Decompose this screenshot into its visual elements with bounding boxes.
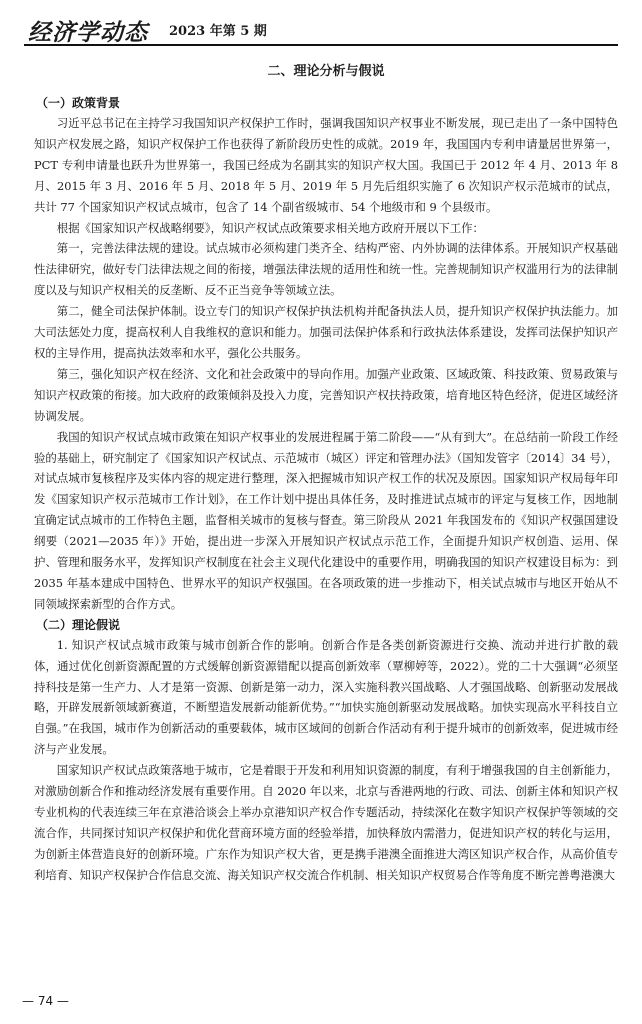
paragraph: 第三，强化知识产权在经济、文化和社会政策中的导向作用。加强产业政策、区域政策、科技政策、贸易政策与知识产权政策的衔接。加大政府的政策倾斜及投入力度，完善知识产权扶持政策，培育地区特色经济，促进区域经济协调发展。 (34, 366, 618, 423)
subsection-heading: （二）理论假说 (36, 617, 121, 632)
subsection-theoretical-hypothesis (34, 615, 618, 886)
paragraph: 1. 知识产权试点城市政策与城市创新合作的影响。创新合作是各类创新资源进行交换、流动并进行扩散的载体，通过优化创新资源配置的方式缓解创新资源错配以提高创新效率（覃柳婷等，2022）。党的二十大强调“必须坚持科技是第一生产力、人才是第一资源、创新是第一动力，深入实施科教兴国战略、人才强国战略、创新驱动发展战略，开辟发展新领域新赛道，不断塑造发展新动能新优势。”“加快实施创新驱动发展战略。加快实现高水平科技自立自强。”在我国，城市作为创新活动的重要载体，城市区域间的创新合作活动有利于提升城市的创新效率，促进城市经济与产业发展。 (34, 637, 618, 757)
paragraph: 习近平总书记在主持学习我国知识产权保护工作时，强调我国知识产权事业不断发展，现已走出了一条中国特色知识产权发展之路，知识产权保护工作也获得了新阶段历史性的成就。2019 年，我国国内专利申请量居世界第一，PCT 专利申请量也跃升为世界第一，我国已经成为名副其实的知识产权大国。我国已于 2012 年 4 月、2013 年 8 月、2015 年 3 月、2016 年 5 月、2018 年 5 月、2019 年 5 月先后组织实施了 6 次知识产权示范城市的试点，共计 77 个国家知识产权试点城市，包含了 14 个副省级城市、54 个地级市和 9 个县级市。 (34, 116, 618, 214)
subsection-heading: （一）政策背景 (36, 96, 121, 110)
subsection-policy-background (34, 93, 618, 615)
page-number: — 74 — (22, 994, 69, 1008)
page-header (24, 14, 618, 46)
section-title: 二、理论分析与假说 (267, 64, 385, 79)
paragraph: 第一，完善法律法规的建设。试点城市必须构建门类齐全、结构严密、内外协调的法律体系。开展知识产权基础性法律研究，做好专门法律法规之间的衔接，增强法律法规的适用性和统一性。完善规制知识产权滥用行为的法律制度以及与知识产权相关的反垄断、反不正当竞争等领域立法。 (34, 241, 618, 298)
journal-title: 经济学动态 (28, 19, 148, 46)
paragraph: 国家知识产权试点政策落地于城市，它是着眼于开发和利用知识资源的制度，有利于增强我国的自主创新能力，对激励创新合作和推动经济发展有重要作用。自 2020 年以来，北京与香港两地的行政、司法、创新主体和知识产权专业机构的代表连续三年在京港洽谈会上举办京港知识产权合作专题活动，持续深化在数字知识产权保护等领域的交流合作，共同探讨知识产权保护和优化营商环境方面的经验举措，加快释放内需潜力，促进知识产权的转化与运用，为创新主体营造良好的创新环境。广东作为知识产权大省，更是携手港澳全面推进大湾区知识产权合作，从高价值专利培育、知识产权保护合作信息交流、海关知识产权交流合作机制、相关知识产权贸易合作等角度不断完善粤港澳大 (34, 763, 618, 882)
header-rule (24, 44, 618, 46)
paragraph: 我国的知识产权试点城市政策在知识产权事业的发展进程属于第二阶段——“从有到大”。在总结前一阶段工作经验的基础上，研究制定了《国家知识产权试点、示范城市（城区）评定和管理办法》（国知发管字〔2014〕34 号），对试点城市复核程序及实体内容的规定进行整理，深入把握城市知识产权工作的状况及原因。国家知识产权局每年印发《国家知识产权示范城市工作计划》，在工作计划中提出具体任务，及时推进试点城市的评定与复核工作，因地制宜确定试点城市的工作特色主题，监督相关城市的复核与督查。第三阶段从 2021 年我国发布的《知识产权强国建设纲要（2021—2035 年）》开始，提出进一步深入开展知识产权试点示范工作，全面提升知识产权创造、运用、保护、管理和服务水平，发挥知识产权制度在社会主义现代化建设中的重要作用，明确我国的知识产权建设目标为：到 2035 年基本建成中国特色、世界水平的知识产权强国。在各项政策的进一步推动下，相关试点城市与地区开始从不同领域探索新型的合作方式。 (34, 429, 618, 611)
article-body (34, 60, 618, 886)
paragraph: 第二，健全司法保护体制。设立专门的知识产权保护执法机构并配备执法人员，提升知识产权保护执法能力。加大司法惩处力度，提高权利人自我维权的意识和能力。加强司法保护体系和行政执法体系建设，发挥司法保护知识产权的主导作用，提高执法效率和水平，强化公共服务。 (34, 304, 618, 360)
paragraph: 根据《国家知识产权战略纲要》，知识产权试点政策要求相关地方政府开展以下工作： (56, 220, 484, 235)
issue-label: 2023 年第 5 期 (169, 24, 267, 39)
